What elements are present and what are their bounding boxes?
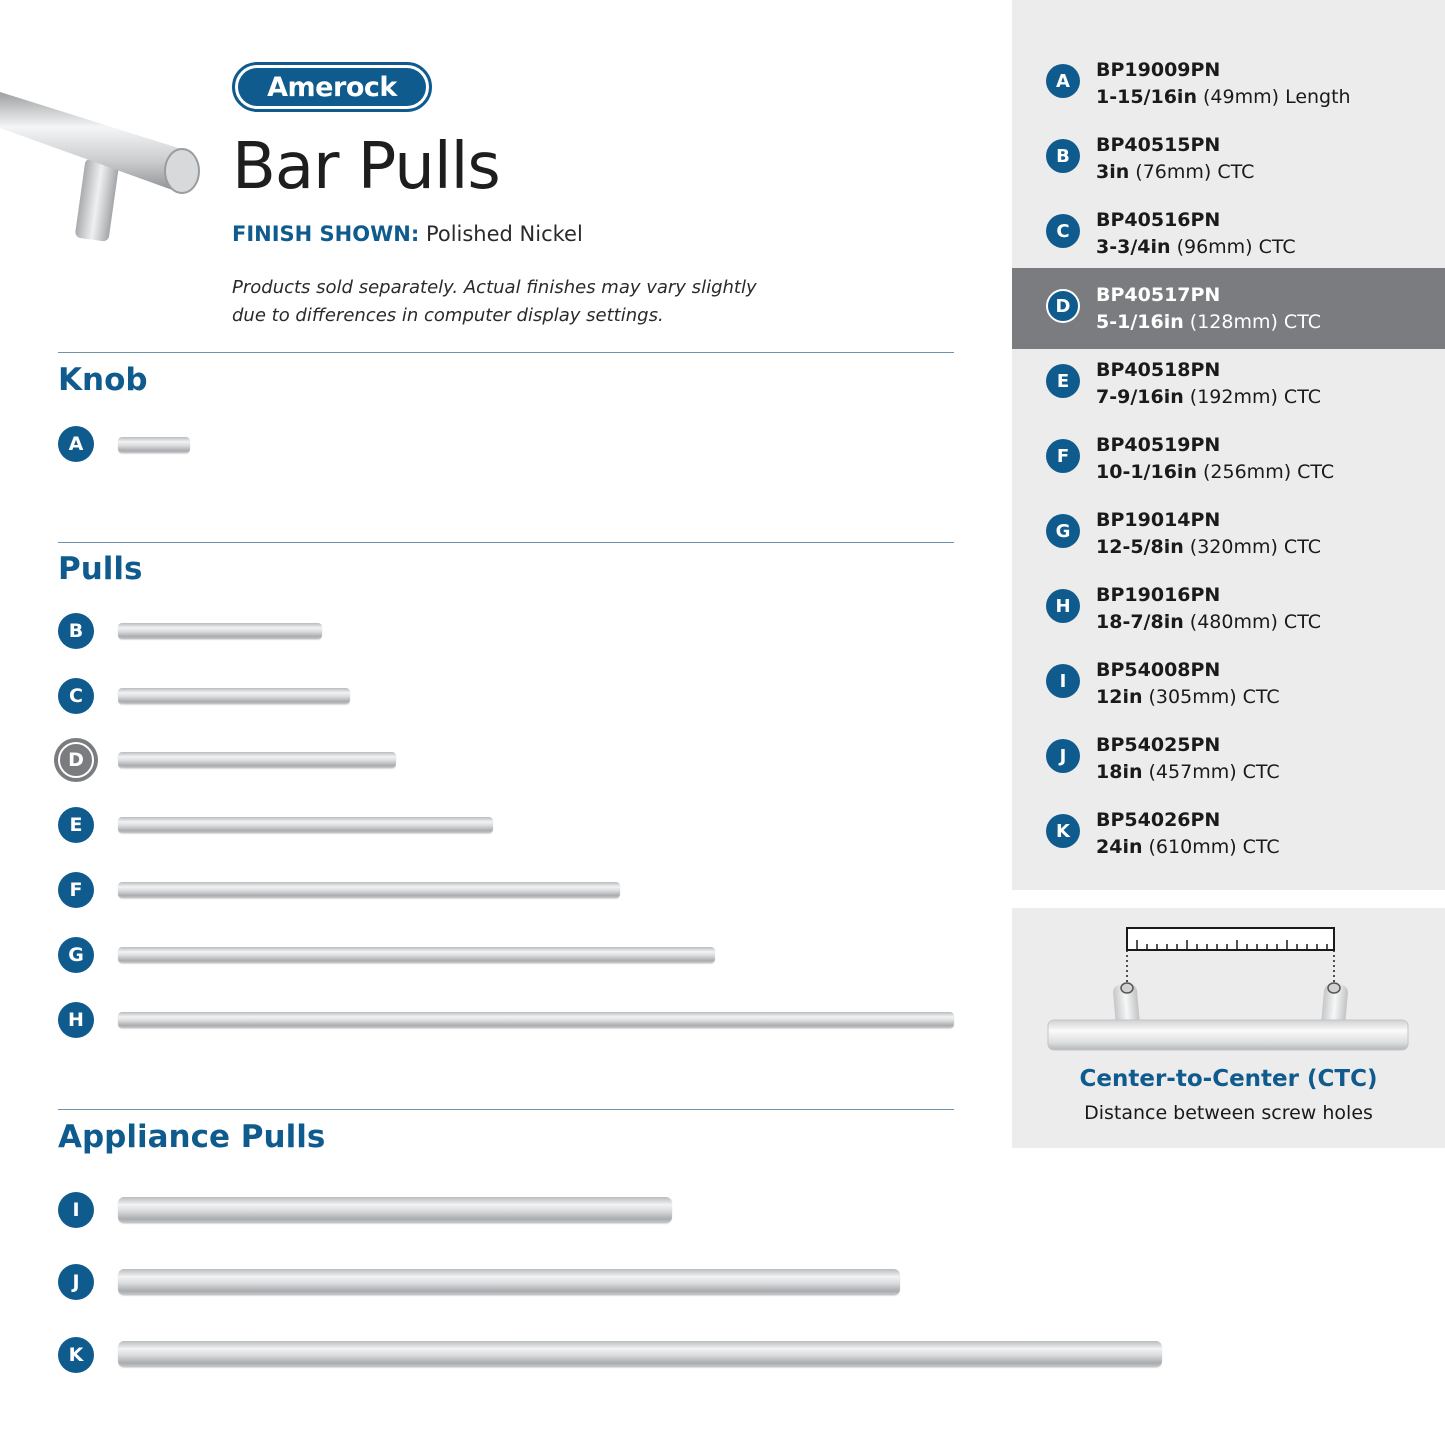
spec-dimension xyxy=(1096,836,1280,858)
spec-dimension xyxy=(1096,686,1280,708)
spec-code: BP40518PN xyxy=(1096,359,1221,381)
spec-row-i[interactable] xyxy=(1012,646,1445,721)
spec-row-e[interactable] xyxy=(1012,346,1445,421)
spec-badge: A xyxy=(1046,64,1080,98)
spec-code: BP40515PN xyxy=(1096,134,1221,156)
spec-size: 3-3/4in xyxy=(1096,236,1171,258)
badge-i[interactable]: I xyxy=(58,1192,94,1228)
bar-j[interactable] xyxy=(118,1269,900,1295)
spec-code: BP40516PN xyxy=(1096,209,1221,231)
hero-bar-pull-image xyxy=(0,80,210,250)
spec-code: BP54008PN xyxy=(1096,659,1221,681)
section-title-appliance: Appliance Pulls xyxy=(58,1119,326,1155)
spec-size-detail: (457mm) CTC xyxy=(1142,761,1280,783)
bar-f[interactable] xyxy=(118,882,620,898)
logo-text: Amerock xyxy=(267,71,397,103)
spec-dimension xyxy=(1096,611,1321,633)
badge-e[interactable]: E xyxy=(58,807,94,843)
disclaimer-note xyxy=(232,274,832,330)
section-title-pulls: Pulls xyxy=(58,551,143,587)
spec-size: 12in xyxy=(1096,686,1143,708)
spec-badge: J xyxy=(1046,739,1080,773)
spec-size: 10-1/16in xyxy=(1096,461,1197,483)
spec-row-a[interactable] xyxy=(1012,46,1445,121)
section-divider xyxy=(58,542,954,543)
spec-code: BP54025PN xyxy=(1096,734,1221,756)
spec-size-detail: (480mm) CTC xyxy=(1183,611,1321,633)
spec-size: 18-7/8in xyxy=(1096,611,1184,633)
spec-size: 18in xyxy=(1096,761,1143,783)
spec-dimension xyxy=(1096,86,1351,108)
bar-b[interactable] xyxy=(118,623,322,639)
spec-badge: K xyxy=(1046,814,1080,848)
spec-code: BP54026PN xyxy=(1096,809,1221,831)
ctc-subtitle: Distance between screw holes xyxy=(1084,1102,1373,1124)
badge-a[interactable]: A xyxy=(58,426,94,462)
spec-size-detail: (49mm) Length xyxy=(1196,86,1351,108)
spec-size: 7-9/16in xyxy=(1096,386,1184,408)
spec-badge: E xyxy=(1046,364,1080,398)
spec-row-c[interactable] xyxy=(1012,196,1445,271)
section-divider xyxy=(58,1109,954,1110)
bar-c[interactable] xyxy=(118,688,350,704)
bar-a[interactable] xyxy=(118,437,190,453)
spec-row-d[interactable] xyxy=(1012,268,1445,349)
spec-size: 3in xyxy=(1096,161,1130,183)
badge-j[interactable]: J xyxy=(58,1264,94,1300)
spec-badge: D xyxy=(1046,289,1080,323)
spec-badge: H xyxy=(1046,589,1080,623)
spec-row-k[interactable] xyxy=(1012,796,1445,871)
bar-h[interactable] xyxy=(118,1012,954,1028)
spec-size: 24in xyxy=(1096,836,1143,858)
finish-shown xyxy=(232,222,583,246)
amerock-logo xyxy=(232,62,432,112)
spec-badge: G xyxy=(1046,514,1080,548)
ctc-diagram xyxy=(1042,922,1412,1057)
spec-dimension xyxy=(1096,761,1280,783)
spec-dimension xyxy=(1096,386,1321,408)
finish-label: FINISH SHOWN: xyxy=(232,222,420,246)
spec-list-panel xyxy=(1012,0,1445,890)
spec-size: 5-1/16in xyxy=(1096,311,1184,333)
spec-size: 1-15/16in xyxy=(1096,86,1197,108)
spec-size-detail: (192mm) CTC xyxy=(1183,386,1321,408)
spec-size: 12-5/8in xyxy=(1096,536,1184,558)
badge-b[interactable]: B xyxy=(58,613,94,649)
section-divider xyxy=(58,352,954,353)
spec-row-j[interactable] xyxy=(1012,721,1445,796)
spec-size-detail: (256mm) CTC xyxy=(1196,461,1335,483)
note-line: due to differences in computer display settings. xyxy=(232,305,664,326)
spec-badge: B xyxy=(1046,139,1080,173)
spec-row-g[interactable] xyxy=(1012,496,1445,571)
spec-dimension xyxy=(1096,236,1296,258)
bar-d[interactable] xyxy=(118,752,396,768)
bar-e[interactable] xyxy=(118,817,493,833)
spec-badge: F xyxy=(1046,439,1080,473)
bar-k[interactable] xyxy=(118,1341,1162,1367)
spec-badge: I xyxy=(1046,664,1080,698)
spec-size-detail: (320mm) CTC xyxy=(1183,536,1321,558)
ctc-title: Center-to-Center (CTC) xyxy=(1079,1066,1378,1092)
badge-k[interactable]: K xyxy=(58,1337,94,1373)
badge-d-selected[interactable]: D xyxy=(58,742,94,778)
spec-dimension xyxy=(1096,461,1334,483)
spec-size-detail: (76mm) CTC xyxy=(1129,161,1255,183)
bar-g[interactable] xyxy=(118,947,715,963)
badge-f[interactable]: F xyxy=(58,872,94,908)
spec-size-detail: (128mm) CTC xyxy=(1183,311,1321,333)
spec-code: BP40519PN xyxy=(1096,434,1221,456)
spec-size-detail: (610mm) CTC xyxy=(1142,836,1280,858)
spec-badge: C xyxy=(1046,214,1080,248)
finish-value: Polished Nickel xyxy=(425,222,583,246)
badge-h[interactable]: H xyxy=(58,1002,94,1038)
spec-size-detail: (96mm) CTC xyxy=(1170,236,1296,258)
note-line: Products sold separately. Actual finishes may vary slightly xyxy=(232,277,757,298)
page-title: Bar Pulls xyxy=(232,130,500,204)
spec-size-detail: (305mm) CTC xyxy=(1142,686,1280,708)
spec-code: BP19014PN xyxy=(1096,509,1221,531)
spec-code: BP19009PN xyxy=(1096,59,1221,81)
badge-c[interactable]: C xyxy=(58,678,94,714)
spec-dimension xyxy=(1096,161,1254,183)
spec-row-h[interactable] xyxy=(1012,571,1445,646)
spec-dimension xyxy=(1096,536,1321,558)
ctc-explainer-panel xyxy=(1012,908,1445,1148)
spec-dimension xyxy=(1096,311,1321,333)
spec-code: BP40517PN xyxy=(1096,284,1221,306)
badge-g[interactable]: G xyxy=(58,937,94,973)
bar-i[interactable] xyxy=(118,1197,672,1223)
spec-row-b[interactable] xyxy=(1012,121,1445,196)
spec-row-f[interactable] xyxy=(1012,421,1445,496)
section-title-knob: Knob xyxy=(58,362,148,398)
spec-code: BP19016PN xyxy=(1096,584,1221,606)
